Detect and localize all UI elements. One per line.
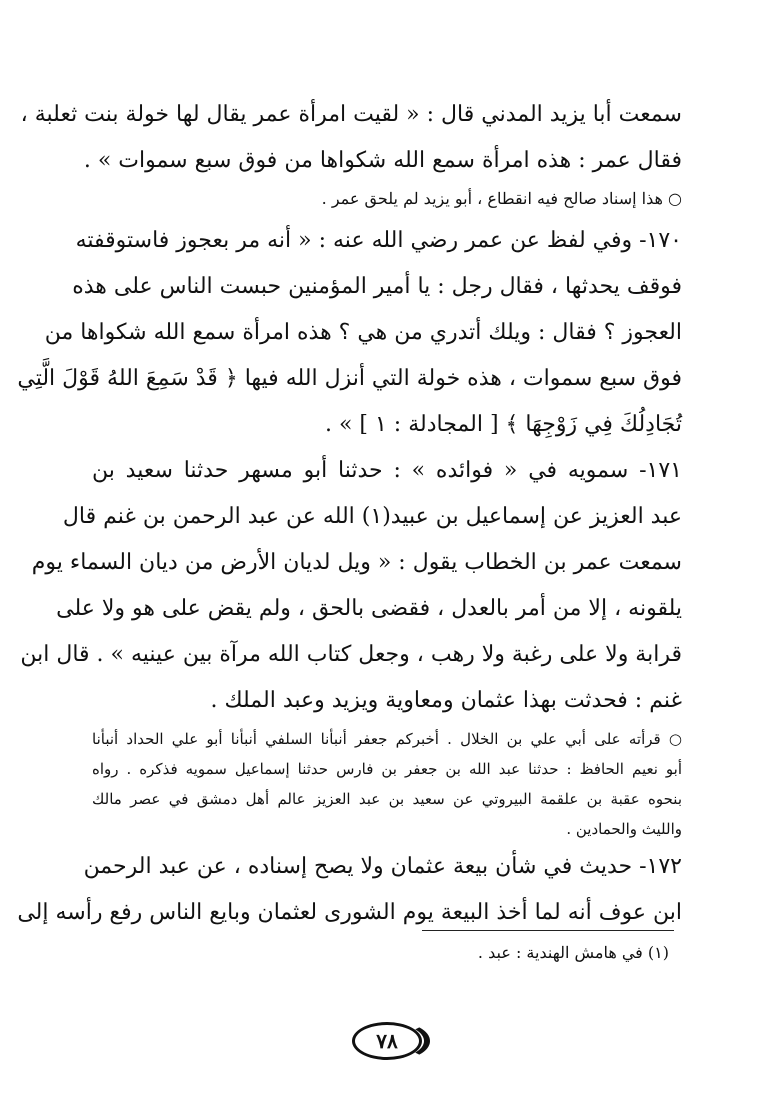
text-line: يلقونه ، إلا من أمر بالعدل ، فقضى بالحق ، ولم يقض على هو ولا على: [56, 596, 682, 621]
text-line: تُجَادِلُكَ فِي زَوْجِهَا ﴾ [ المجادلة : ١ ] » .: [324, 412, 682, 437]
page-number: ٧٨: [352, 1022, 422, 1060]
commentary-line: بنحوه عقبة بن علقمة البيروتي عن سعيد بن عبد العزيز عالم أهل دمشق في عصر مالك: [92, 790, 682, 808]
page-body: [17, 92, 682, 936]
text-line: قرابة ولا على رغبة ولا رهب ، وجعل كتاب الله مرآة بين عينيه » . قال ابن: [20, 642, 682, 667]
text-line: ١٧١- سمويه في « فوائده » : حدثنا أبو مسهر حدثنا سعيد بن: [92, 458, 682, 483]
text-line: عبد العزيز عن إسماعيل بن عبيد(١) الله عن عبد الرحمن بن غنم قال: [62, 504, 682, 529]
footnote-divider: [422, 930, 674, 931]
commentary-line: ○ هذا إسناد صالح فيه انقطاع ، أبو يزيد لم يلحق عمر .: [321, 189, 682, 208]
commentary-line: والليث والحمادين .: [566, 820, 682, 838]
commentary-line: ○ قرأته على أبي علي بن الخلال . أخبركم جعفر أنبأنا السلفي أنبأنا أبو علي الحداد أنبأنا: [92, 730, 682, 748]
text-line: سمعت عمر بن الخطاب يقول : « ويل لديان الأرض من ديان السماء يوم: [31, 550, 682, 575]
text-line: غنم : فحدثت بهذا عثمان ومعاوية ويزيد وعبد الملك .: [210, 688, 682, 713]
text-line: سمعت أبا يزيد المدني قال : « لقيت امرأة عمر يقال لها خولة بنت ثعلبة ،: [20, 102, 682, 127]
text-line: فوقف يحدثها ، فقال رجل : يا أمير المؤمنين حبست الناس على هذه: [72, 274, 682, 299]
text-line: فقال عمر : هذه امرأة سمع الله شكواها من فوق سبع سموات » .: [83, 148, 682, 173]
text-line: ابن عوف أنه لما أخذ البيعة يوم الشورى لعثمان وبايع الناس رفع رأسه إلى: [17, 900, 682, 925]
commentary-line: أبو نعيم الحافظ : حدثنا عبد الله بن جعفر بن فارس حدثنا إسماعيل سمويه فذكره . رواه: [92, 760, 682, 778]
text-line: فوق سبع سموات ، هذه خولة التي أنزل الله فيها ﴿ قَدْ سَمِعَ اللهُ قَوْلَ الَّتِي: [17, 366, 682, 391]
footnote: (١) في هامش الهندية : عبد .: [477, 943, 669, 962]
text-line: العجوز ؟ فقال : ويلك أتدري من هي ؟ هذه امرأة سمع الله شكواها من: [44, 320, 682, 345]
text-line: ١٧٠- وفي لفظ عن عمر رضي الله عنه : « أنه مر بعجوز فاستوقفته: [75, 228, 682, 253]
text-line: ١٧٢- حديث في شأن بيعة عثمان ولا يصح إسناده ، عن عبد الرحمن: [83, 854, 682, 879]
